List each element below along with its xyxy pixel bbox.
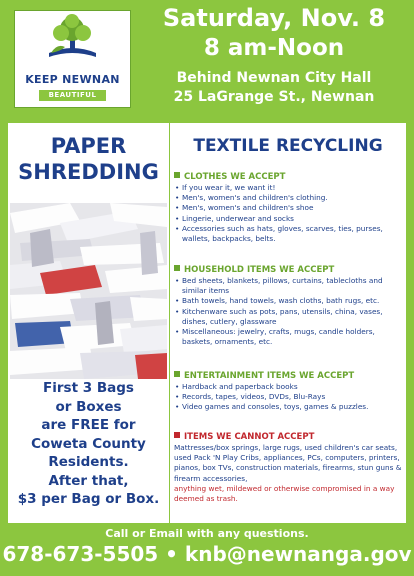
shredded-paper-image xyxy=(10,203,167,379)
logo-name: KEEP NEWNAN xyxy=(25,73,120,86)
paper-line: Coweta County xyxy=(31,435,146,452)
logo-subtitle: BEAUTIFUL xyxy=(39,90,106,101)
textile-recycling-title: TEXTILE RECYCLING xyxy=(193,136,383,156)
textile-recycling-panel xyxy=(170,123,406,523)
paper-title-line-2: SHREDDING xyxy=(18,160,159,184)
list-item: • Bed sheets, blankets, pillows, curtains, tablecloths and similar items xyxy=(174,276,404,296)
paper-line: are FREE for xyxy=(41,417,136,433)
contact-info: 678-673-5505 • knb@newnanga.gov xyxy=(2,542,412,566)
entertainment-heading: ENTERTAINMENT ITEMS WE ACCEPT xyxy=(174,370,404,382)
household-heading: HOUSEHOLD ITEMS WE ACCEPT xyxy=(174,264,404,276)
list-item: • Lingerie, underwear and socks xyxy=(174,214,404,224)
event-time: 8 am-Noon xyxy=(203,35,345,61)
paper-shredding-title xyxy=(8,133,169,185)
tree-logo-icon xyxy=(45,13,100,61)
clothes-section xyxy=(174,171,404,244)
paper-line: After that, xyxy=(48,472,129,489)
cannot-accept-section xyxy=(174,431,404,504)
list-item: • Accessories such as hats, gloves, scarves, ties, purses, wallets, backpacks, belts. xyxy=(174,224,404,244)
list-item: • Kitchenware such as pots, pans, utensils, china, vases, dishes, cutlery, glassware xyxy=(174,307,404,327)
list-item: • Video games and consoles, toys, games & puzzles. xyxy=(174,402,404,412)
list-item: • Records, tapes, videos, DVDs, Blu-Rays xyxy=(174,392,404,402)
cannot-accept-heading: ITEMS WE CANNOT ACCEPT xyxy=(174,431,404,443)
paper-line: First 3 Bags xyxy=(43,380,134,396)
list-item: • Men's, women's and children's clothing. xyxy=(174,193,404,203)
paper-line: Residents. xyxy=(48,454,129,470)
paper-line: or Boxes xyxy=(55,398,122,415)
entertainment-section xyxy=(174,370,404,413)
square-bullet-icon xyxy=(174,432,180,438)
paper-shredding-details xyxy=(8,379,169,509)
list-item: • If you wear it, we want it! xyxy=(174,183,404,193)
clothes-heading: CLOTHES WE ACCEPT xyxy=(174,171,404,183)
household-section xyxy=(174,264,404,347)
square-bullet-icon xyxy=(174,265,180,271)
paper-title-line-1: PAPER xyxy=(50,134,127,158)
list-item: • Bath towels, hand towels, wash cloths, bath rugs, etc. xyxy=(174,296,404,306)
event-date: Saturday, Nov. 8 xyxy=(162,4,386,32)
keep-newnan-logo xyxy=(14,10,131,108)
cannot-accept-list: Mattresses/box springs, large rugs, used children's car seats, used Pack 'N Play Cribs, appliances, PCs, computers, printers, pianos, box TVs, construction materials, firearms, stun guns & firearm accessories, xyxy=(174,443,402,483)
cannot-accept-warning: anything wet, mildewed or otherwise compromised in a way deemed as trash. xyxy=(174,483,395,504)
list-item: • Hardback and paperback books xyxy=(174,382,404,392)
square-bullet-icon xyxy=(174,172,180,178)
paper-shredding-panel xyxy=(8,123,169,523)
list-item: • Miscellaneous: jewelry, crafts, mugs, candle holders, baskets, ornaments, etc. xyxy=(174,327,404,347)
event-address: 25 LaGrange St., Newnan xyxy=(173,89,375,105)
square-bullet-icon xyxy=(174,371,180,377)
event-place: Behind Newnan City Hall xyxy=(176,70,372,86)
list-item: • Men's, women's and children's shoe xyxy=(174,203,404,213)
contact-prompt: Call or Email with any questions. xyxy=(105,527,309,540)
paper-line: $3 per Bag or Box. xyxy=(17,491,160,507)
